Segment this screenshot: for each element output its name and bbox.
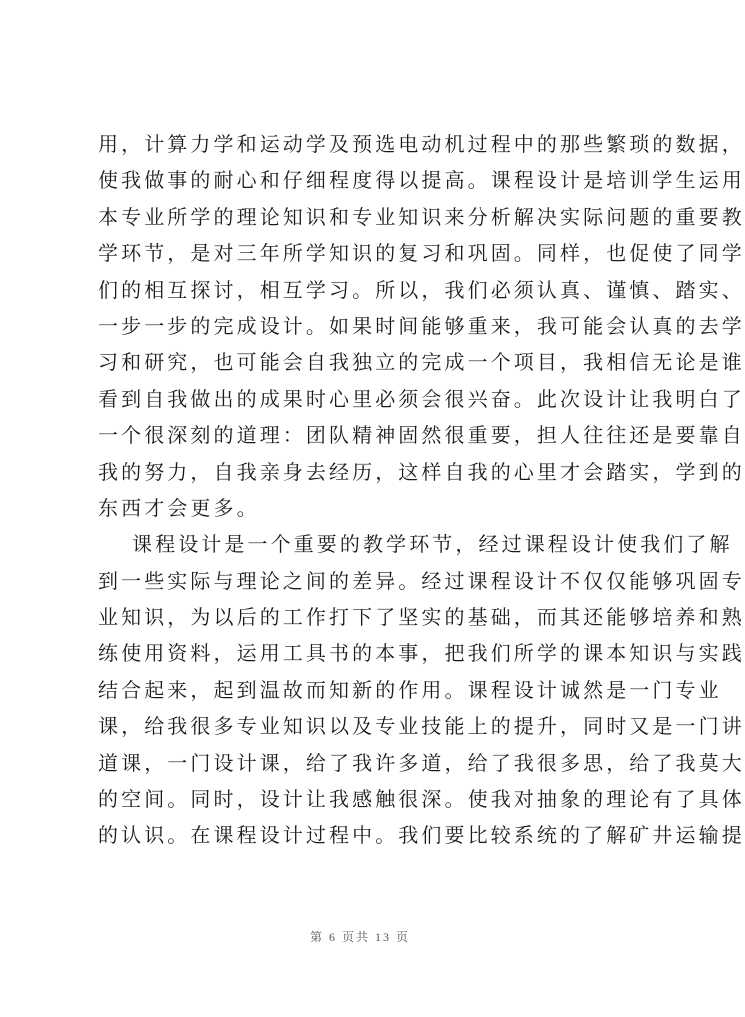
text-line: 到一些实际与理论之间的差异。经过课程设计不仅仅能够巩固专 [98, 568, 745, 593]
text-line: 结合起来，起到温故而知新的作用。课程设计诚然是一门专业 [98, 677, 722, 702]
text-line: 一步一步的完成设计。如果时间能够重来，我可能会认真的去学 [98, 313, 745, 338]
page-number-footer: 第 6 页共 13 页 [309, 930, 410, 944]
text-line: 一个很深刻的道理：团队精神固然很重要，担人往往还是要靠自 [98, 423, 745, 448]
text-line: 课，给我很多专业知识以及专业技能上的提升，同时又是一门讲 [98, 714, 745, 739]
text-line: 使我做事的耐心和仔细程度得以提高。课程设计是培训学生运用 [98, 168, 745, 193]
text-line: 看到自我做出的成果时心里必须会很兴奋。此次设计让我明白了 [98, 386, 745, 411]
text-line: 业知识，为以后的工作打下了坚实的基础，而其还能够培养和熟 [98, 605, 745, 630]
text-line: 练使用资料，运用工具书的本事，把我们所学的课本知识与实践 [98, 641, 745, 666]
text-line: 的认识。在课程设计过程中。我们要比较系统的了解矿井运输提 [98, 823, 745, 848]
text-line: 们的相互探讨，相互学习。所以，我们必须认真、谨慎、踏实、 [98, 277, 745, 302]
text-line: 东西才会更多。 [98, 495, 260, 520]
text-line-paragraph-start: 课程设计是一个重要的教学环节，经过课程设计使我们了解 [132, 532, 733, 557]
text-line: 的空间。同时，设计让我感触很深。使我对抽象的理论有了具体 [98, 787, 745, 812]
text-line: 本专业所学的理论知识和专业知识来分析解决实际问题的重要教 [98, 204, 745, 229]
text-line: 习和研究，也可能会自我独立的完成一个项目，我相信无论是谁 [98, 350, 745, 375]
text-line: 道课，一门设计课，给了我许多道，给了我很多思，给了我莫大 [98, 750, 745, 775]
text-line: 学环节，是对三年所学知识的复习和巩固。同样，也促使了同学 [98, 241, 745, 266]
text-line: 用，计算力学和运动学及预选电动机过程中的那些繁琐的数据， [98, 132, 745, 156]
body-text [98, 126, 745, 854]
text-line: 我的努力，自我亲身去经历，这样自我的心里才会踏实，学到的 [98, 459, 745, 484]
